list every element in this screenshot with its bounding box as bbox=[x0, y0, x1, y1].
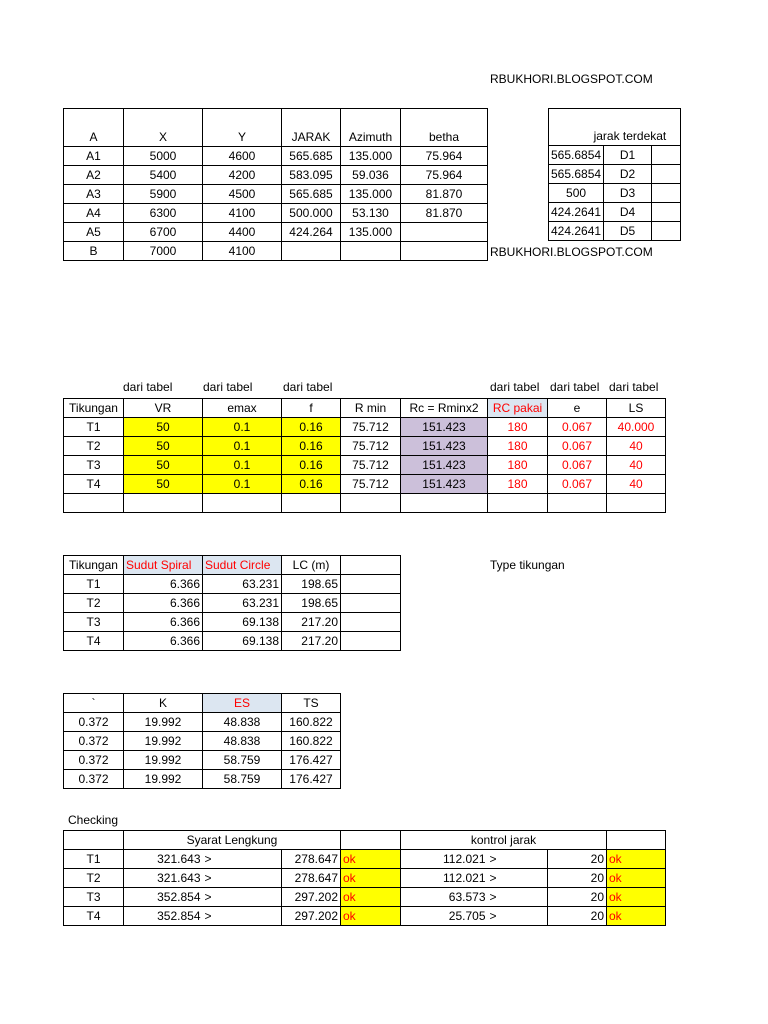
cell: D3 bbox=[604, 184, 652, 203]
header-kontrol-jarak: kontrol jarak bbox=[401, 831, 607, 850]
table-row bbox=[549, 184, 681, 203]
cell: 19.992 bbox=[124, 751, 203, 770]
cell: 160.822 bbox=[282, 732, 341, 751]
cell bbox=[341, 556, 401, 575]
cell: A2 bbox=[64, 166, 124, 185]
cell: 59.036 bbox=[341, 166, 401, 185]
table-row bbox=[64, 613, 401, 632]
cell: D2 bbox=[604, 165, 652, 184]
cell: T4 bbox=[64, 632, 124, 651]
cell: T4 bbox=[64, 475, 124, 494]
table-row bbox=[64, 494, 666, 513]
header-jarak-terdekat bbox=[593, 109, 681, 146]
table-row bbox=[64, 850, 666, 869]
cell: 19.992 bbox=[124, 732, 203, 751]
header-y: Y bbox=[203, 109, 282, 147]
table-row bbox=[549, 146, 681, 165]
table-row bbox=[64, 147, 488, 166]
cell bbox=[651, 165, 680, 184]
cell: 278.647 bbox=[282, 869, 341, 888]
table-row bbox=[64, 437, 666, 456]
cell: 63.573 bbox=[401, 888, 488, 907]
cell: T4 bbox=[64, 907, 124, 926]
cell: 217.20 bbox=[282, 613, 341, 632]
cell bbox=[651, 184, 680, 203]
cell: 0.067 bbox=[548, 418, 607, 437]
header-f: f bbox=[282, 399, 341, 418]
cell: 565.685 bbox=[282, 185, 341, 204]
cell: 0.16 bbox=[282, 475, 341, 494]
cell: 176.427 bbox=[282, 751, 341, 770]
cell: 0.372 bbox=[64, 732, 124, 751]
cell: 40 bbox=[607, 456, 666, 475]
cell bbox=[548, 494, 607, 513]
checking-title: Checking bbox=[68, 813, 119, 827]
table-row bbox=[64, 575, 401, 594]
cell bbox=[341, 831, 401, 850]
cell: 75.712 bbox=[341, 475, 401, 494]
cell: 0.16 bbox=[282, 456, 341, 475]
header-jarak: JARAK bbox=[282, 109, 341, 147]
cell: 7000 bbox=[124, 242, 203, 261]
cell: A5 bbox=[64, 223, 124, 242]
cell bbox=[341, 632, 401, 651]
header-x: X bbox=[124, 109, 203, 147]
cell: 565.6854 bbox=[549, 146, 604, 165]
es-ts-table bbox=[63, 693, 341, 789]
cell bbox=[341, 575, 401, 594]
cell: T1 bbox=[64, 575, 124, 594]
table-row bbox=[64, 713, 341, 732]
cell bbox=[401, 494, 488, 513]
header-tick: ` bbox=[64, 694, 124, 713]
cell bbox=[651, 146, 680, 165]
status-ok: ok bbox=[341, 888, 401, 907]
cell: 151.423 bbox=[401, 418, 488, 437]
cell: 321.643 bbox=[124, 869, 203, 888]
cell: 4100 bbox=[203, 242, 282, 261]
header-lc: LC (m) bbox=[282, 556, 341, 575]
jarak-terdekat-table bbox=[548, 108, 681, 241]
cell bbox=[401, 223, 488, 242]
note-ls: dari tabel bbox=[609, 380, 659, 394]
cell: 0.1 bbox=[203, 437, 282, 456]
cell: A1 bbox=[64, 147, 124, 166]
cell: 135.000 bbox=[341, 147, 401, 166]
cell: 297.202 bbox=[282, 888, 341, 907]
cell bbox=[341, 594, 401, 613]
cell: 48.838 bbox=[203, 732, 282, 751]
cell bbox=[401, 242, 488, 261]
cell: 19.992 bbox=[124, 713, 203, 732]
status-ok: ok bbox=[607, 888, 666, 907]
note-f: dari tabel bbox=[283, 380, 333, 394]
cell: 198.65 bbox=[282, 575, 341, 594]
cell: 40.000 bbox=[607, 418, 666, 437]
cell: > bbox=[203, 869, 282, 888]
table-row bbox=[64, 907, 666, 926]
jarak-terdekat-label: jarak terdekat bbox=[593, 129, 667, 143]
cell: 6.366 bbox=[124, 632, 203, 651]
cell: 81.870 bbox=[401, 204, 488, 223]
header-sudut-circle: Sudut Circle bbox=[203, 556, 282, 575]
cell: 69.138 bbox=[203, 613, 282, 632]
cell: 0.067 bbox=[548, 437, 607, 456]
cell: 19.992 bbox=[124, 770, 203, 789]
status-ok: ok bbox=[607, 850, 666, 869]
header-sudut-spiral: Sudut Spiral bbox=[124, 556, 203, 575]
cell bbox=[607, 494, 666, 513]
cell bbox=[341, 494, 401, 513]
cell: B bbox=[64, 242, 124, 261]
cell: 5000 bbox=[124, 147, 203, 166]
cell: 63.231 bbox=[203, 594, 282, 613]
cell: > bbox=[488, 850, 548, 869]
cell: 0.067 bbox=[548, 456, 607, 475]
header-es: ES bbox=[203, 694, 282, 713]
cell: 180 bbox=[488, 475, 548, 494]
table-row bbox=[64, 204, 488, 223]
type-tikungan-label: Type tikungan bbox=[490, 558, 565, 572]
cell: > bbox=[488, 869, 548, 888]
cell: 112.021 bbox=[401, 850, 488, 869]
cell: 81.870 bbox=[401, 185, 488, 204]
cell: 0.067 bbox=[548, 475, 607, 494]
cell bbox=[64, 831, 124, 850]
table-row bbox=[64, 185, 488, 204]
checking-table bbox=[63, 830, 666, 926]
cell: T3 bbox=[64, 456, 124, 475]
cell bbox=[64, 494, 124, 513]
cell: 4100 bbox=[203, 204, 282, 223]
table-row bbox=[549, 203, 681, 222]
cell: 583.095 bbox=[282, 166, 341, 185]
cell: 135.000 bbox=[341, 223, 401, 242]
cell: 20 bbox=[548, 850, 607, 869]
header-vr: VR bbox=[124, 399, 203, 418]
cell: T2 bbox=[64, 437, 124, 456]
cell bbox=[282, 494, 341, 513]
cell bbox=[341, 242, 401, 261]
cell: 180 bbox=[488, 437, 548, 456]
cell: 58.759 bbox=[203, 751, 282, 770]
table-row bbox=[64, 869, 666, 888]
cell: 352.854 bbox=[124, 888, 203, 907]
header-rc-pakai: RC pakai bbox=[488, 399, 548, 418]
cell: D1 bbox=[604, 146, 652, 165]
header-a: A bbox=[64, 109, 124, 147]
cell: 40 bbox=[607, 437, 666, 456]
cell: > bbox=[203, 888, 282, 907]
cell: 151.423 bbox=[401, 456, 488, 475]
cell: 0.1 bbox=[203, 475, 282, 494]
status-ok: ok bbox=[341, 907, 401, 926]
cell: 424.264 bbox=[282, 223, 341, 242]
header-syarat-lengkung: Syarat Lengkung bbox=[124, 831, 341, 850]
header-azimuth: Azimuth bbox=[341, 109, 401, 147]
cell bbox=[341, 613, 401, 632]
header-rmin: R min bbox=[341, 399, 401, 418]
cell: 75.964 bbox=[401, 147, 488, 166]
cell: 352.854 bbox=[124, 907, 203, 926]
cell: 50 bbox=[124, 456, 203, 475]
cell: 25.705 bbox=[401, 907, 488, 926]
cell: 297.202 bbox=[282, 907, 341, 926]
cell: T2 bbox=[64, 594, 124, 613]
cell: 20 bbox=[548, 907, 607, 926]
cell: 321.643 bbox=[124, 850, 203, 869]
header-e: e bbox=[548, 399, 607, 418]
cell: 4600 bbox=[203, 147, 282, 166]
table-row bbox=[549, 165, 681, 184]
cell bbox=[282, 242, 341, 261]
header-k: K bbox=[124, 694, 203, 713]
cell: 58.759 bbox=[203, 770, 282, 789]
cell bbox=[651, 203, 680, 222]
table-row bbox=[64, 166, 488, 185]
cell: 0.1 bbox=[203, 418, 282, 437]
header-ts: TS bbox=[282, 694, 341, 713]
cell: 176.427 bbox=[282, 770, 341, 789]
note-e: dari tabel bbox=[550, 380, 600, 394]
table-row bbox=[64, 594, 401, 613]
table-row bbox=[64, 732, 341, 751]
note-vr: dari tabel bbox=[123, 380, 173, 394]
header-tikungan: Tikungan bbox=[64, 399, 124, 418]
table-row bbox=[64, 242, 488, 261]
table-row bbox=[64, 456, 666, 475]
cell: 20 bbox=[548, 869, 607, 888]
cell: 50 bbox=[124, 418, 203, 437]
cell: 5900 bbox=[124, 185, 203, 204]
cell: 217.20 bbox=[282, 632, 341, 651]
cell: D5 bbox=[604, 222, 652, 241]
cell: 50 bbox=[124, 475, 203, 494]
cell: 278.647 bbox=[282, 850, 341, 869]
sudut-table bbox=[63, 555, 401, 651]
cell: A3 bbox=[64, 185, 124, 204]
header-emax: emax bbox=[203, 399, 282, 418]
cell: 4400 bbox=[203, 223, 282, 242]
cell: 63.231 bbox=[203, 575, 282, 594]
cell: 5400 bbox=[124, 166, 203, 185]
cell: 75.712 bbox=[341, 456, 401, 475]
cell: 6.366 bbox=[124, 575, 203, 594]
cell: 6.366 bbox=[124, 613, 203, 632]
cell: 0.16 bbox=[282, 418, 341, 437]
cell: 424.2641 bbox=[549, 222, 604, 241]
cell: 180 bbox=[488, 456, 548, 475]
cell: 0.372 bbox=[64, 770, 124, 789]
cell: 0.16 bbox=[282, 437, 341, 456]
cell: > bbox=[488, 888, 548, 907]
cell: 424.2641 bbox=[549, 203, 604, 222]
cell bbox=[203, 494, 282, 513]
note-rc: dari tabel bbox=[490, 380, 540, 394]
cell: 75.712 bbox=[341, 437, 401, 456]
cell: 53.130 bbox=[341, 204, 401, 223]
cell: 6300 bbox=[124, 204, 203, 223]
table-row bbox=[64, 888, 666, 907]
table-row bbox=[64, 475, 666, 494]
coordinates-table bbox=[63, 108, 488, 261]
table-row bbox=[64, 751, 341, 770]
blog-url-top: RBUKHORI.BLOGSPOT.COM bbox=[490, 72, 653, 86]
cell: 0.1 bbox=[203, 456, 282, 475]
cell: T1 bbox=[64, 418, 124, 437]
note-emax: dari tabel bbox=[203, 380, 253, 394]
cell: T2 bbox=[64, 869, 124, 888]
header-tikungan: Tikungan bbox=[64, 556, 124, 575]
cell: 112.021 bbox=[401, 869, 488, 888]
header-rc: Rc = Rminx2 bbox=[401, 399, 488, 418]
cell: T3 bbox=[64, 613, 124, 632]
cell: A4 bbox=[64, 204, 124, 223]
cell bbox=[488, 494, 548, 513]
cell: 500 bbox=[549, 184, 604, 203]
cell: 4200 bbox=[203, 166, 282, 185]
cell: > bbox=[488, 907, 548, 926]
cell: 135.000 bbox=[341, 185, 401, 204]
cell: 180 bbox=[488, 418, 548, 437]
cell: > bbox=[203, 850, 282, 869]
status-ok: ok bbox=[341, 869, 401, 888]
tikungan-design-table bbox=[63, 398, 666, 513]
cell: D4 bbox=[604, 203, 652, 222]
cell: T3 bbox=[64, 888, 124, 907]
table-row bbox=[64, 223, 488, 242]
header-ls: LS bbox=[607, 399, 666, 418]
cell: 50 bbox=[124, 437, 203, 456]
cell: 160.822 bbox=[282, 713, 341, 732]
cell bbox=[651, 222, 680, 241]
cell: 75.712 bbox=[341, 418, 401, 437]
table-row bbox=[64, 770, 341, 789]
status-ok: ok bbox=[607, 869, 666, 888]
cell: 500.000 bbox=[282, 204, 341, 223]
header-betha: betha bbox=[401, 109, 488, 147]
table-row bbox=[64, 418, 666, 437]
cell: 565.6854 bbox=[549, 165, 604, 184]
cell: 0.372 bbox=[64, 751, 124, 770]
cell: 6.366 bbox=[124, 594, 203, 613]
blog-url-mid: RBUKHORI.BLOGSPOT.COM bbox=[490, 245, 653, 259]
cell bbox=[607, 831, 666, 850]
cell: 69.138 bbox=[203, 632, 282, 651]
status-ok: ok bbox=[607, 907, 666, 926]
jarak-terdekat-clip bbox=[548, 108, 668, 246]
cell: 4500 bbox=[203, 185, 282, 204]
cell: T1 bbox=[64, 850, 124, 869]
cell: 198.65 bbox=[282, 594, 341, 613]
table-row bbox=[64, 632, 401, 651]
cell: 565.685 bbox=[282, 147, 341, 166]
cell: 20 bbox=[548, 888, 607, 907]
cell bbox=[124, 494, 203, 513]
cell: 151.423 bbox=[401, 437, 488, 456]
cell: 40 bbox=[607, 475, 666, 494]
cell: 48.838 bbox=[203, 713, 282, 732]
status-ok: ok bbox=[341, 850, 401, 869]
cell: 75.964 bbox=[401, 166, 488, 185]
cell: > bbox=[203, 907, 282, 926]
cell: 0.372 bbox=[64, 713, 124, 732]
table-row bbox=[549, 222, 681, 241]
cell: 151.423 bbox=[401, 475, 488, 494]
cell: 6700 bbox=[124, 223, 203, 242]
